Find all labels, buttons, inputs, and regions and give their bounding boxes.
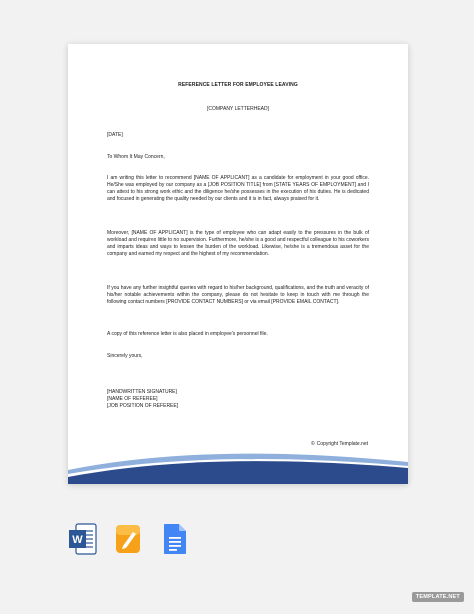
letter-closing: Sincerely yours, xyxy=(107,353,143,359)
pages-icon[interactable] xyxy=(114,522,144,556)
referee-position: [JOB POSITION OF REFEREE] xyxy=(107,403,179,409)
word-icon[interactable] xyxy=(68,522,98,556)
referee-name: [NAME OF REFEREE] xyxy=(107,396,158,402)
paragraph-4: A copy of this reference letter is also placed in employee's personnel file. xyxy=(107,331,268,337)
copyright-icon: © xyxy=(310,441,315,447)
google-docs-icon[interactable] xyxy=(160,522,190,556)
paragraph-2: Moreover, [NAME OF APPLICANT] is the type of employee who can adapt easily to the pressures in the bulk of workload and requires little to no supervision. Furthermore, he/she is a good and respectful colleague to his coworkers and imparts ideas and ways to lessen the burden of the workload. Likewise, he/she is a tremendous asset for the company and earned my respect and the highest of my recommendation. xyxy=(107,230,369,257)
document-page xyxy=(68,44,408,484)
svg-text:W: W xyxy=(72,534,83,546)
copyright-text: Copyright Template.net xyxy=(316,441,368,447)
letter-date: [DATE] xyxy=(107,132,123,138)
template-net-watermark: TEMPLATE.NET xyxy=(412,592,464,602)
letter-salutation: To Whom It May Concern, xyxy=(107,154,165,160)
paragraph-3: If you have any further insightful queries with regard to his/her background, qualifications, and the truth and veracity of his/her notable achievements within the company, please do not hesitate to keep in touch with me through the following contact numbers [PROVIDE CONTACT NUMBERS] or via email [PROVIDE EMAIL CONTACT]. xyxy=(107,285,369,305)
paragraph-1: I am writing this letter to recommend [NAME OF APPLICANT] as a candidate for employment in your good office. He/She was employed by our company as a [JOB POSITION TITLE] from [STATE YEARS OF EMPLOYMENT] and I can attest to his strong work ethic and the diligence he/she possesses in the execution of his duties. He is dedicated and focused in generating the quality needed by our clients and it is in fact, always praised for it. xyxy=(107,175,369,202)
letter-title: REFERENCE LETTER FOR EMPLOYEE LEAVING xyxy=(178,82,298,88)
company-letterhead: [COMPANY LETTERHEAD] xyxy=(206,106,270,112)
signature-placeholder: [HANDWRITTEN SIGNATURE] xyxy=(107,389,177,395)
footer-wave-decoration xyxy=(68,444,408,484)
app-icons-row xyxy=(68,522,190,556)
